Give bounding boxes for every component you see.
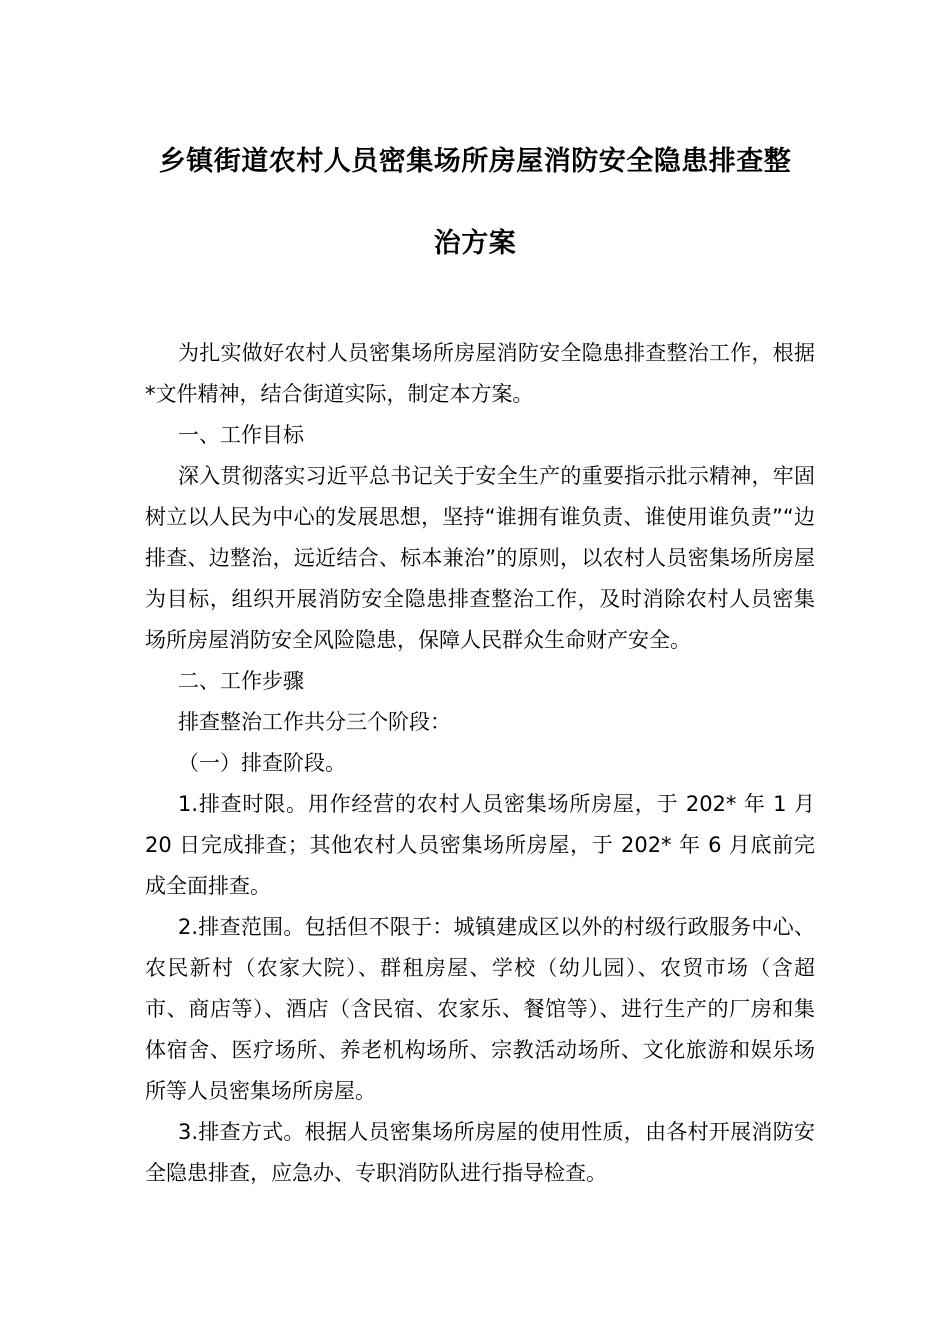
intro-paragraph: 为扎实做好农村人员密集场所房屋消防安全隐患排查整治工作，根据*文件精神，结合街道实际，制定本方案。: [145, 341, 815, 406]
section-heading-goals: 一、工作目标: [178, 423, 304, 447]
document-title-line-1: 乡镇街道农村人员密集场所房屋消防安全隐患排查整: [158, 146, 792, 177]
document-title-line-2: 治方案: [433, 228, 517, 259]
inspection-method-paragraph: 3.排查方式。根据人员密集场所房屋的使用性质，由各村开展消防安全隐患排查，应急办、专职消防队进行指导检查。: [145, 1120, 815, 1185]
steps-intro-paragraph: 排查整治工作共分三个阶段：: [178, 710, 451, 734]
document-body: [145, 333, 815, 1194]
subsection-heading-inspection: （一）排查阶段。: [178, 751, 346, 775]
section-heading-steps: 二、工作步骤: [178, 669, 304, 693]
inspection-scope-paragraph: 2.排查范围。包括但不限于：城镇建成区以外的村级行政服务中心、农民新村（农家大院）、群租房屋、学校（幼儿园）、农贸市场（含超市、商店等）、酒店（含民宿、农家乐、餐馆等）、进行生产的厂房和集体宿舍、医疗场所、养老机构场所、宗教活动场所、文化旅游和娱乐场所等人员密集场所房屋。: [145, 915, 815, 1103]
goals-paragraph: 深入贯彻落实习近平总书记关于安全生产的重要指示批示精神，牢固树立以人民为中心的发展思想，坚持“谁拥有谁负责、谁使用谁负责”“边排查、边整治，远近结合、标本兼治”的原则，以农村人员密集场所房屋为目标，组织开展消防安全隐患排查整治工作，及时消除农村人员密集场所房屋消防安全风险隐患，保障人民群众生命财产安全。: [145, 464, 815, 652]
inspection-deadline-paragraph: 1.排查时限。用作经营的农村人员密集场所房屋，于 202* 年 1 月 20 日完成排查；其他农村人员密集场所房屋，于 202* 年 6 月底前完成全面排查。: [145, 792, 815, 898]
